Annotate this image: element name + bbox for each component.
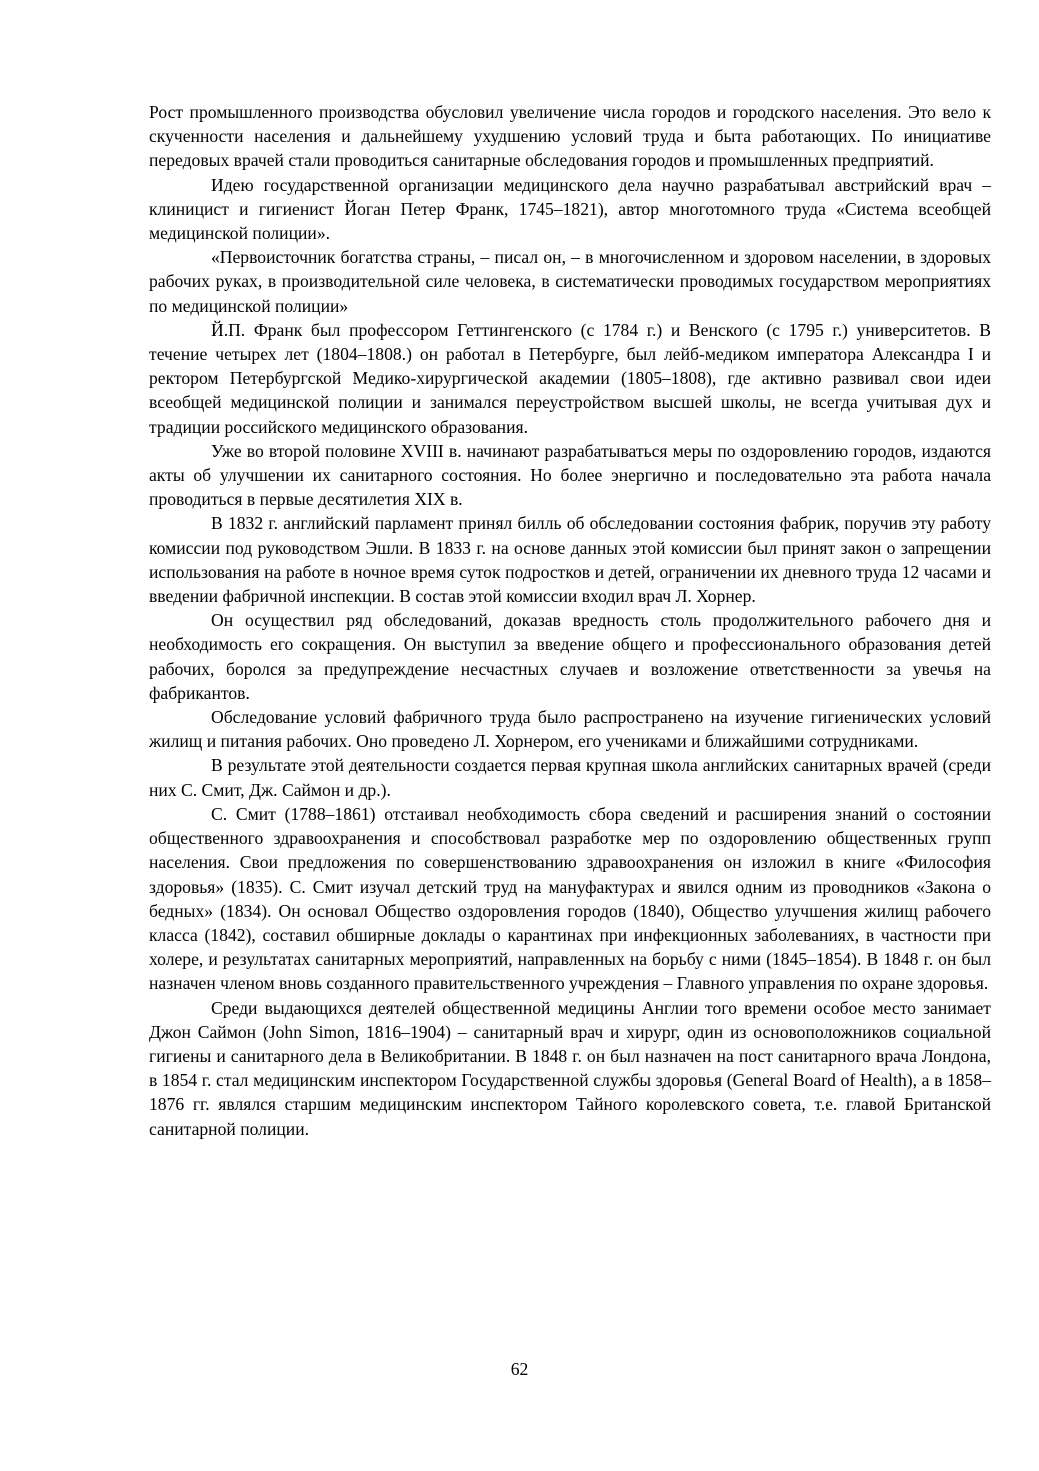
page-number: 62 bbox=[510, 1359, 529, 1379]
paragraph: С. Смит (1788–1861) отстаивал необходимость сбора сведений и расширения знаний о состоянии общественного здравоохранения и способствовал разработке мер по оздоровлению общественных групп населения. Свои предложения по совершенствованию здравоохранения он изложил в книге «Философия здоровья» (1835). С. Смит изучал детский труд на мануфактурах и явился одним из проводников «Закона о бедных» (1834). Он основал Общество оздоровления городов (1840), Общество улучшения жилищ рабочего класса (1842), составил обширные доклады о карантинах при инфекционных заболеваниях, в частности при холере, и результатах санитарных мероприятий, направленных на борьбу с ними (1845–1854). В 1848 г. он был назначен членом вновь созданного правительственного учреждения – Главного управления по охране здоровья. bbox=[149, 803, 991, 994]
paragraph: Уже во второй половине XVIII в. начинают разрабатываться меры по оздоровлению городов, издаются акты об улучшении их санитарного состояния. Но более энергично и последовательно эта работа начала проводиться в первые десятилетия XIX в. bbox=[149, 440, 991, 510]
paragraph: В результате этой деятельности создается первая крупная школа английских санитарных врачей (среди них С. Смит, Дж. Саймон и др.). bbox=[149, 755, 991, 800]
paragraph: В 1832 г. английский парламент принял билль об обследовании состояния фабрик, поручив эту работу комиссии под руководством Эшли. В 1833 г. на основе данных этой комиссии был принят закон о запрещении использования на работе в ночное время суток подростков и детей, ограничении их дневного труда 12 часами и введении фабричной инспекции. В состав этой комиссии входил врач Л. Хорнер. bbox=[149, 513, 991, 607]
text-body bbox=[149, 100, 991, 1141]
paragraph: «Первоисточник богатства страны, – писал он, – в многочисленном и здоровом населении, в здоровых рабочих руках, в производительной силе человека, в систематически проводимых государством мероприятиях по медицинской полиции» bbox=[149, 247, 991, 316]
paragraph: Среди выдающихся деятелей общественной медицины Англии того времени особое место занимает Джон Саймон (John Simon, 1816–1904) – санитарный врач и хирург, один из основоположников социальной гигиены и санитарного дела в Великобритании. В 1848 г. он был назначен на пост санитарного врача Лондона, в 1854 г. стал медицинским инспектором Государственной службы здоровья (General Board of Health), а в 1858–1876 гг. являлся старшим медицинским инспектором Тайного королевского совета, т.е. главой Британской санитарной полиции. bbox=[149, 997, 991, 1139]
paragraph: Обследование условий фабричного труда было распространено на изучение гигиенических условий жилищ и питания рабочих. Оно проведено Л. Хорнером, его учениками и ближайшими сотрудниками. bbox=[149, 707, 991, 752]
paragraph: Он осуществил ряд обследований, доказав вредность столь продолжительного рабочего дня и необходимость его сокращения. Он выступил за введение общего и профессионального образования детей рабочих, боролся за предупреждение несчастных случаев и возложение ответственности за увечья на фабрикантов. bbox=[149, 610, 991, 703]
paragraph: Рост промышленного производства обусловил увеличение числа городов и городского населения. Это вело к скученности населения и дальнейшему ухудшению условий труда и быта работающих. По инициативе передовых врачей стали проводиться санитарные обследования городов и промышленных предприятий. bbox=[149, 102, 991, 171]
paragraph: Й.П. Франк был профессором Геттингенского (с 1784 г.) и Венского (с 1795 г.) университетов. В течение четырех лет (1804–1808.) он работал в Петербурге, был лейб-медиком императора Александра I и ректором Петербургской Медико-хирургической академии (1805–1808), где активно развивал свои идеи всеобщей медицинской полиции и занимался переустройством высшей школы, не всегда учитывая дух и традиции российского медицинского образования. bbox=[149, 319, 991, 437]
paragraph: Идею государственной организации медицинского дела научно разрабатывал австрийский врач – клиницист и гигиенист Йоган Петер Франк, 1745–1821), автор многотомного труда «Система всеобщей медицинской полиции». bbox=[149, 174, 991, 244]
